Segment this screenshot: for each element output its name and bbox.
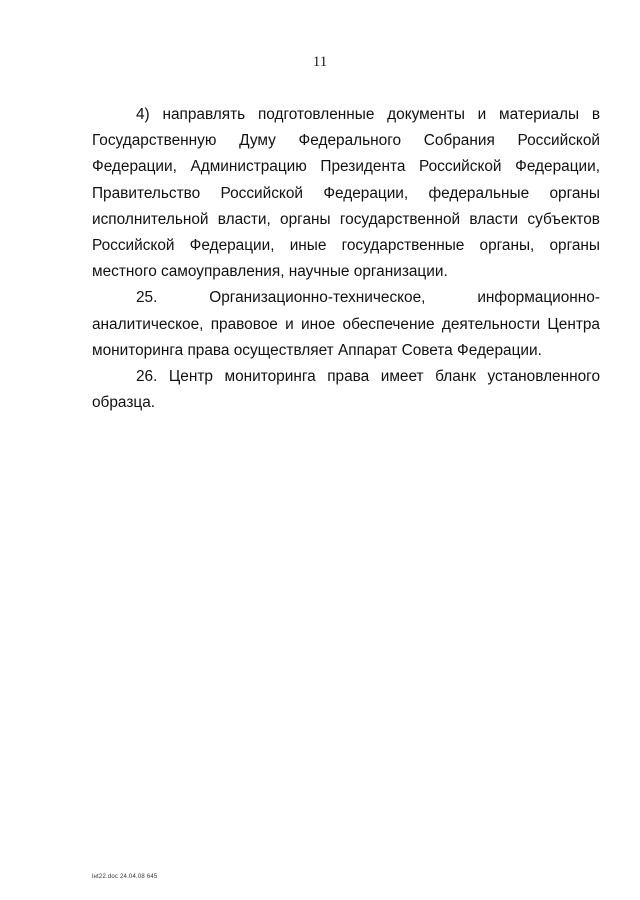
paragraph-26: 26. Центр мониторинга права имеет бланк установленного образца. <box>92 368 600 412</box>
page-number: 11 <box>312 54 328 70</box>
paragraph-item-4: 4) направлять подготовленные документы и материалы в Государственную Думу Федерального Собрания Российской Федерации, Администрацию Президента Российской Федерации, Правительство Российской Федерации, федеральные органы исполнительной власти, органы государственной власти субъектов Российской Федерации, иные государственные органы, органы местного самоуправления, научные организации. <box>92 106 600 281</box>
document-body <box>92 102 600 416</box>
paragraph-25: 25. Организационно-техническое, информационно-аналитическое, правовое и иное обеспечение деятельности Центра мониторинга права осуществляет Аппарат Совета Федерации. <box>92 289 600 359</box>
file-stamp: lнt22.doc 24.04.08 645 <box>92 874 158 880</box>
